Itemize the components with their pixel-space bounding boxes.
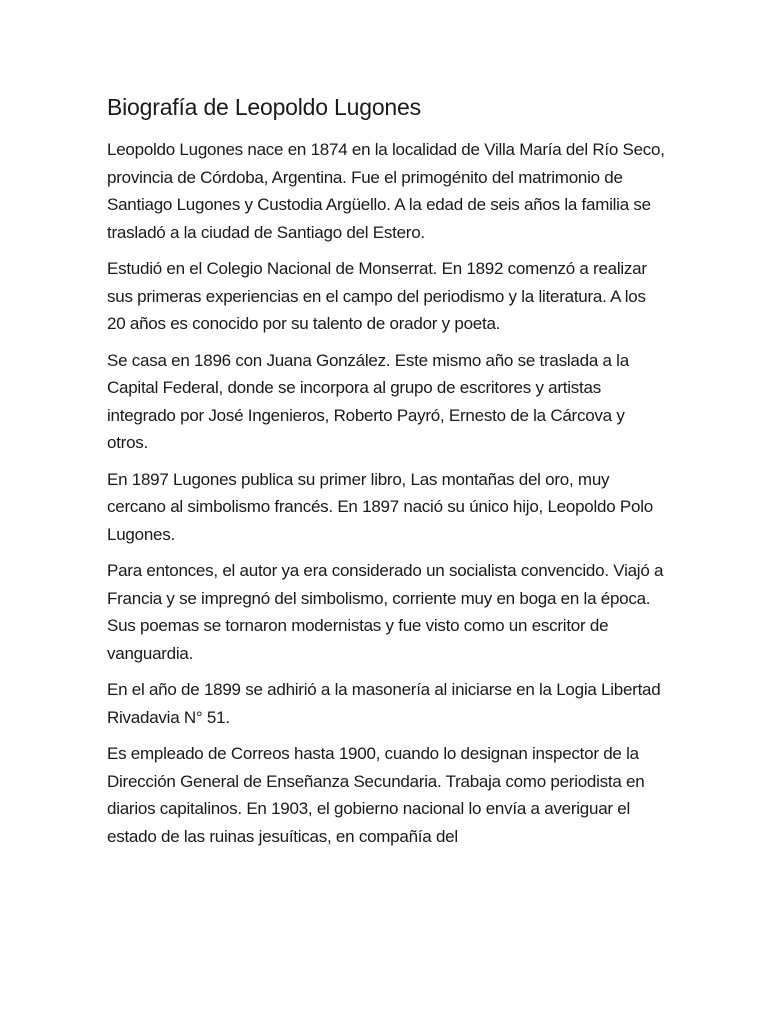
paragraph: Se casa en 1896 con Juana González. Este mismo año se traslada a la Capital Federal, donde se incorpora al grupo de escritores y artistas integrado por José Ingenieros, Roberto Payró, Ernesto de la Cárcova y otros.	[107, 350, 629, 452]
paragraph: Estudió en el Colegio Nacional de Monserrat. En 1892 comenzó a realizar sus primeras experiencias en el campo del periodismo y la literatura. A los 20 años es conocido por su talento de orador y poeta.	[107, 259, 647, 333]
document-page	[107, 92, 667, 859]
paragraph: Para entonces, el autor ya era considerado un socialista convencido. Viajó a Francia y se impregnó del simbolismo, corriente muy en boga en la época. Sus poemas se tornaron modernistas y fue visto como un escritor de vanguardia.	[107, 561, 664, 663]
document-title: Biografía de Leopoldo Lugones	[107, 94, 421, 120]
paragraph: Leopoldo Lugones nace en 1874 en la localidad de Villa María del Río Seco, provincia de Córdoba, Argentina. Fue el primogénito del matrimonio de Santiago Lugones y Custodia Argüello. A la edad de seis años la familia se trasladó a la ciudad de Santiago del Estero.	[107, 140, 665, 242]
paragraph: En 1897 Lugones publica su primer libro, Las montañas del oro, muy cercano al simbolismo francés. En 1897 nació su único hijo, Leopoldo Polo Lugones.	[107, 469, 653, 544]
paragraph: Es empleado de Correos hasta 1900, cuando lo designan inspector de la Dirección General de Enseñanza Secundaria. Trabaja como periodista en diarios capitalinos. En 1903, el gobierno nacional lo envía a averiguar el estado de las ruinas jesuíticas, en compañía del	[107, 744, 645, 846]
paragraph: En el año de 1899 se adhirió a la masonería al iniciarse en la Logia Libertad Rivadavia N° 51.	[107, 680, 661, 727]
